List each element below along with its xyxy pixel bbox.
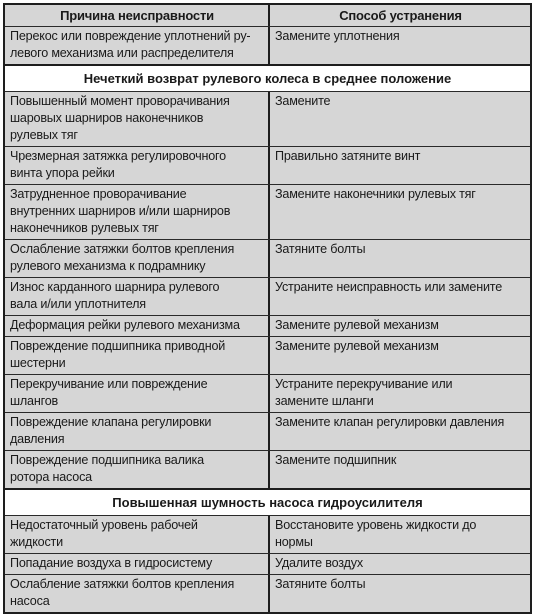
cell-line: Удалите воздух (275, 556, 363, 570)
cell-line: Деформация рейки рулевого механизма (10, 318, 240, 332)
cell-line: Замените наконечники рулевых тяг (275, 187, 476, 201)
cause-cell (5, 337, 270, 374)
cell-line: Замените уплотнения (275, 29, 400, 43)
table-row (5, 412, 530, 450)
cause-cell (5, 147, 270, 184)
cell-line: винта упора рейки (10, 166, 115, 180)
remedy-cell (270, 337, 530, 374)
cell-line: вала и/или уплотнителя (10, 297, 146, 311)
cell-line: Ослабление затяжки болтов крепления (10, 242, 235, 256)
cause-cell (5, 27, 270, 64)
cell-line: Затрудненное проворачивание (10, 187, 187, 201)
cell-line: замените шланги (275, 394, 374, 408)
cell-line: Попадание воздуха в гидросистему (10, 556, 213, 570)
cell-line: Повышенный момент проворачивания (10, 94, 230, 108)
cell-line: Замените клапан регулировки давления (275, 415, 505, 429)
cell-line: рулевых тяг (10, 128, 78, 142)
cell-line: насоса (10, 594, 50, 608)
remedy-cell (270, 413, 530, 450)
cell-line: шаровых шарниров наконечников (10, 111, 204, 125)
table-row (5, 553, 530, 574)
cell-line: Ослабление затяжки болтов крепления (10, 577, 235, 591)
cell-line: нормы (275, 535, 313, 549)
cell-line: левого механизма или распределителя (10, 46, 234, 60)
table-row (5, 516, 530, 553)
cell-line: рулевого механизма к подрамнику (10, 259, 206, 273)
cell-line: внутренних шарниров и/или шарниров (10, 204, 231, 218)
cell-line: давления (10, 432, 65, 446)
cell-line: Затяните болты (275, 242, 366, 256)
cell-line: Устраните перекручивание или (275, 377, 453, 391)
header-remedy: Способ устранения (270, 5, 530, 26)
table-row (5, 92, 530, 146)
remedy-cell (270, 185, 530, 239)
cell-line: Повреждение подшипника приводной (10, 339, 226, 353)
cell-line: Чрезмерная затяжка регулировочного (10, 149, 226, 163)
cell-line: Замените рулевой механизм (275, 339, 439, 353)
section-title: Нечеткий возврат рулевого колеса в среднее положение (5, 64, 530, 92)
remedy-cell (270, 147, 530, 184)
remedy-cell (270, 554, 530, 574)
cell-line: Повреждение клапана регулировки (10, 415, 212, 429)
cell-line: Износ карданного шарнира рулевого (10, 280, 220, 294)
cell-line: Затяните болты (275, 577, 366, 591)
cause-cell (5, 451, 270, 488)
cell-line: жидкости (10, 535, 63, 549)
cause-cell (5, 413, 270, 450)
table-row (5, 315, 530, 336)
cell-line: Замените рулевой механизм (275, 318, 439, 332)
cell-line: шестерни (10, 356, 66, 370)
table-row (5, 374, 530, 412)
table-row (5, 574, 530, 612)
cell-line: Недостаточный уровень рабочей (10, 518, 198, 532)
table-row (5, 146, 530, 184)
cause-cell (5, 278, 270, 315)
remedy-cell (270, 27, 530, 64)
cell-line: ротора насоса (10, 470, 92, 484)
remedy-cell (270, 575, 530, 612)
cell-line: шлангов (10, 394, 59, 408)
cell-line: Устраните неисправность или замените (275, 280, 503, 294)
cell-line: Правильно затяните винт (275, 149, 421, 163)
cause-cell (5, 92, 270, 146)
table-row (5, 336, 530, 374)
remedy-cell (270, 278, 530, 315)
cell-line: наконечников рулевых тяг (10, 221, 159, 235)
cause-cell (5, 575, 270, 612)
cause-cell (5, 240, 270, 277)
table-row (5, 277, 530, 315)
remedy-cell (270, 516, 530, 553)
cell-line: Перекос или повреждение уплотнений ру- (10, 29, 251, 43)
cause-cell (5, 185, 270, 239)
cell-line: Перекручивание или повреждение (10, 377, 208, 391)
remedy-cell (270, 240, 530, 277)
remedy-cell (270, 92, 530, 146)
cell-line: Восстановите уровень жидкости до (275, 518, 477, 532)
table-row (5, 184, 530, 239)
remedy-cell (270, 316, 530, 336)
table-row (5, 26, 530, 64)
remedy-cell (270, 451, 530, 488)
troubleshooting-table (3, 3, 532, 614)
table-header-row (5, 5, 530, 26)
cause-cell (5, 554, 270, 574)
header-cause: Причина неисправности (5, 5, 270, 26)
cause-cell (5, 516, 270, 553)
section-title: Повышенная шумность насоса гидроусилителя (5, 488, 530, 516)
cause-cell (5, 316, 270, 336)
cell-line: Замените подшипник (275, 453, 397, 467)
cell-line: Замените (275, 94, 331, 108)
remedy-cell (270, 375, 530, 412)
table-row (5, 239, 530, 277)
cause-cell (5, 375, 270, 412)
table-row (5, 450, 530, 488)
cell-line: Повреждение подшипника валика (10, 453, 204, 467)
